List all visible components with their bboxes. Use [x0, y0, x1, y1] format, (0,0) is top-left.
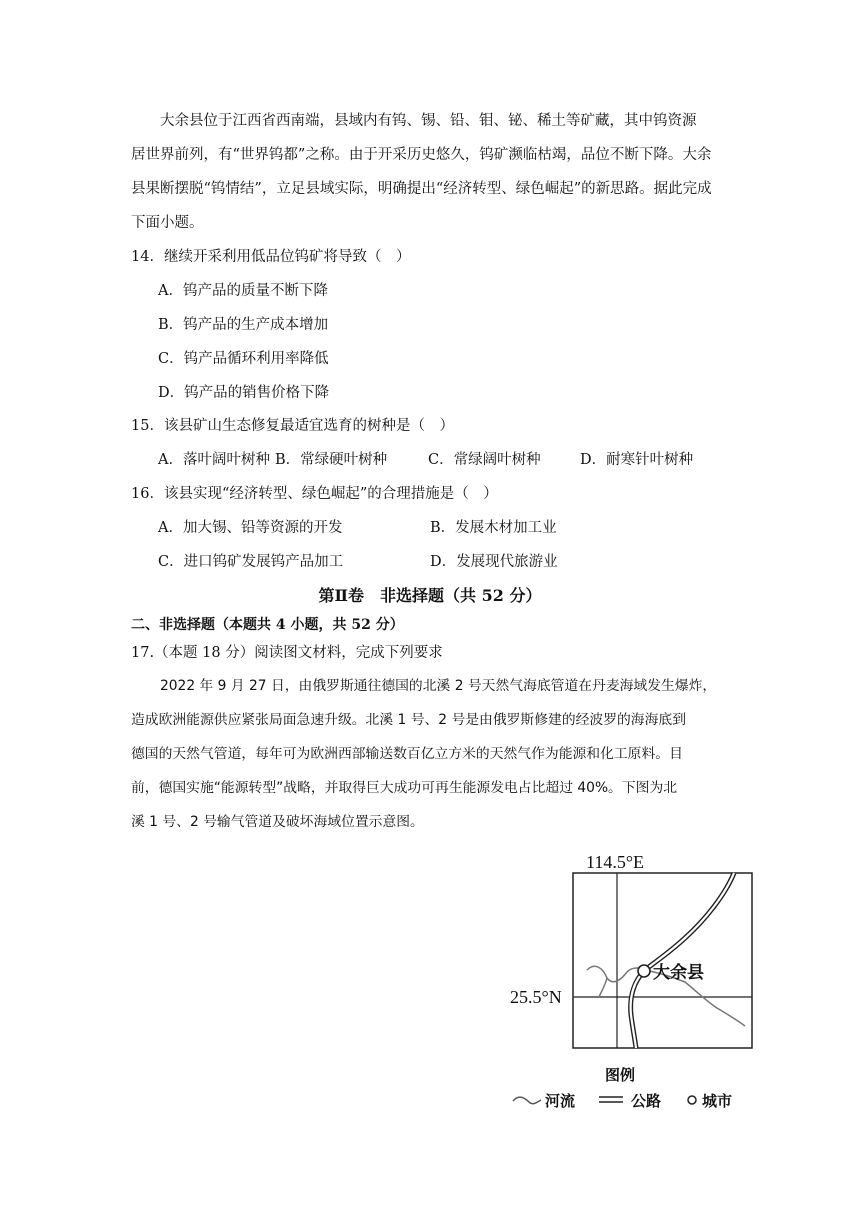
longitude-label: 114.5°E	[586, 852, 645, 872]
question-17-stem: 17.（本题 18 分）阅读图文材料，完成下列要求	[131, 645, 443, 661]
question-17-para-line-1: 2022 年 9 月 27 日，由俄罗斯通往德国的北溪 2 号天然气海底管道在丹麦海域发生爆炸，	[160, 678, 717, 694]
question-15-option-b: B．常绿硬叶树种	[275, 452, 388, 468]
legend-city-symbol	[688, 1096, 696, 1104]
question-16-stem: 16．该县实现“经济转型、绿色崛起”的合理措施是（ ）	[131, 486, 498, 502]
question-14-option-a: A．钨产品的质量不断下降	[158, 283, 328, 299]
question-16-option-c: C．进口钨矿发展钨产品加工	[158, 554, 344, 570]
question-17-para-line-5: 溪 1 号、2 号输气管道及破坏海域位置示意图。	[131, 814, 424, 830]
question-17-para-line-4: 前，德国实施“能源转型”战略，并取得巨大成功可再生能源发电占比超过 40%。下图为北	[131, 780, 678, 796]
question-14-stem: 14．继续开采利用低品位钨矿将导致（ ）	[131, 249, 411, 265]
question-16-option-d: D．发展现代旅游业	[430, 554, 558, 570]
question-17-para-line-2: 造成欧洲能源供应紧张局面急速升级。北溪 1 号、2 号是由俄罗斯修建的经波罗的海海底到	[131, 712, 686, 728]
dayu-county-map	[495, 850, 775, 1120]
question-14-option-d: D．钨产品的销售价格下降	[158, 385, 330, 401]
question-15-option-c: C．常绿阔叶树种	[428, 452, 541, 468]
latitude-label: 25.5°N	[510, 987, 562, 1007]
question-16-option-a: A．加大锡、铅等资源的开发	[158, 520, 343, 536]
question-14-option-b: B．钨产品的生产成本增加	[158, 317, 329, 333]
legend-title: 图例	[605, 1066, 636, 1084]
question-17-para-line-3: 德国的天然气管道，每年可为欧洲西部输送数百亿立方米的天然气作为能源和化工原料。目	[131, 746, 683, 762]
question-14-option-c: C．钨产品循环利用率降低	[158, 351, 329, 367]
legend-city-label: 城市	[702, 1092, 733, 1110]
intro-line-3: 县果断摆脱“钨情结”，立足县域实际，明确提出“经济转型、绿色崛起”的新思路。据此完成	[131, 181, 712, 197]
intro-line-4: 下面小题。	[131, 215, 204, 231]
city-marker	[638, 965, 650, 977]
section-2-title: 第Ⅱ卷 非选择题（共 52 分）	[318, 586, 542, 605]
legend-road-label: 公路	[631, 1092, 662, 1110]
intro-line-2: 居世界前列，有“世界钨都”之称。由于开采历史悠久，钨矿濒临枯竭，品位不断下降。大余	[131, 147, 712, 163]
question-15-option-a: A．落叶阔叶树种	[158, 452, 270, 468]
question-15-stem: 15．该县矿山生态修复最适宜选育的树种是（ ）	[131, 418, 454, 434]
legend-river-symbol	[513, 1097, 541, 1104]
section-2-heading: 二、非选择题（本题共 4 小题，共 52 分）	[131, 617, 404, 633]
question-16-option-b: B．发展木材加工业	[430, 520, 557, 536]
river-branch	[599, 978, 607, 997]
question-15-option-d: D．耐寒针叶树种	[580, 452, 694, 468]
intro-line-1: 大余县位于江西省西南端，县域内有钨、锡、铅、钼、铋、稀土等矿藏，其中钨资源	[160, 113, 697, 129]
legend-river-label: 河流	[545, 1092, 576, 1110]
city-label: 大余县	[653, 963, 704, 983]
